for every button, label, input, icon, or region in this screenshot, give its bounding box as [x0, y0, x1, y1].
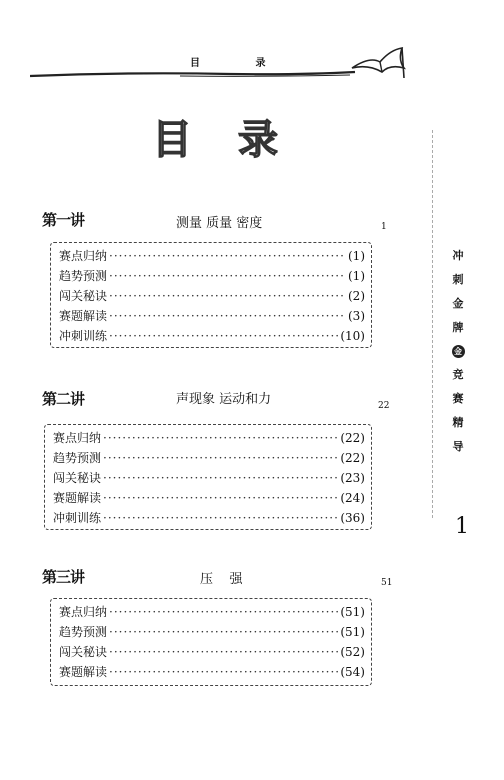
toc-entry-title: 趋势预测	[59, 625, 108, 639]
leader-dots	[103, 468, 338, 488]
chapter-2-toc-box	[44, 424, 372, 530]
toc-entry-title: 赛题解读	[59, 665, 108, 679]
chapter-1-title: 测量 质量 密度	[176, 216, 263, 231]
chapter-1-label: 第一讲	[42, 211, 85, 229]
toc-entry-title: 赛点归纳	[59, 249, 108, 263]
leader-dots	[103, 488, 338, 508]
toc-entry-title: 赛题解读	[59, 309, 108, 323]
leader-dots	[109, 326, 338, 346]
contents-title	[152, 118, 292, 162]
sidebar-char: 导	[452, 440, 464, 453]
toc-entry-title: 赛点归纳	[59, 605, 108, 619]
toc-entry-page: (1)	[348, 269, 365, 283]
chapter-2-label: 第二讲	[42, 390, 85, 408]
sidebar-char: 精	[452, 416, 464, 429]
sidebar-char: 金	[452, 297, 464, 310]
toc-entry-title: 趋势预测	[53, 451, 102, 465]
chapter-3-page: 51	[381, 578, 393, 588]
sidebar-badge: 金	[452, 345, 465, 358]
leader-dots	[109, 642, 338, 662]
toc-entry-title: 冲刺训练	[53, 511, 102, 525]
toc-entry-title: 冲刺训练	[59, 329, 108, 343]
toc-entry[interactable]	[59, 266, 365, 286]
toc-entry[interactable]	[59, 602, 365, 622]
chapter-3-title: 压 强	[200, 572, 243, 587]
toc-entry-title: 闯关秘诀	[59, 645, 108, 659]
sidebar-char: 刺	[452, 273, 464, 286]
leader-dots	[109, 246, 346, 266]
toc-entry-page: (1)	[348, 249, 365, 263]
toc-entry[interactable]	[59, 306, 365, 326]
toc-entry[interactable]	[53, 508, 365, 528]
toc-entry[interactable]	[53, 468, 365, 488]
sidebar-char: 竞	[452, 368, 464, 381]
toc-entry-page: (2)	[348, 289, 365, 303]
toc-entry-page: (36)	[340, 511, 365, 525]
leader-dots	[103, 508, 338, 528]
contents-title-char-1: 目	[152, 117, 192, 163]
chapter-2-title: 声现象 运动和力	[176, 392, 272, 407]
page-number: 1	[455, 514, 469, 539]
sidebar-char: 赛	[452, 392, 464, 405]
leader-dots	[109, 306, 346, 326]
toc-entry[interactable]	[53, 428, 365, 448]
toc-entry-page: (52)	[340, 645, 365, 659]
toc-entry-page: (54)	[340, 665, 365, 679]
toc-entry-page: (22)	[340, 451, 365, 465]
contents-title-char-2: 录	[238, 117, 278, 163]
toc-entry-title: 趋势预测	[59, 269, 108, 283]
chapter-3-toc-box	[50, 598, 372, 686]
chapter-1-toc-box	[50, 242, 372, 348]
leader-dots	[109, 622, 338, 642]
toc-entry-page: (22)	[340, 431, 365, 445]
toc-entry-title: 赛题解读	[53, 491, 102, 505]
chapter-3-label: 第三讲	[42, 568, 85, 586]
toc-entry[interactable]	[59, 622, 365, 642]
toc-entry[interactable]	[53, 488, 365, 508]
leader-dots	[109, 602, 338, 622]
sidebar-series-title	[448, 244, 468, 459]
toc-entry[interactable]	[53, 448, 365, 468]
sidebar-divider	[432, 130, 433, 518]
toc-entry-title: 赛点归纳	[53, 431, 102, 445]
toc-entry-page: (24)	[340, 491, 365, 505]
toc-entry-page: (51)	[340, 625, 365, 639]
running-header: 目 录	[190, 58, 292, 69]
chapter-1-page: 1	[381, 222, 387, 232]
toc-entry[interactable]	[59, 642, 365, 662]
sidebar-char: 冲	[452, 249, 464, 262]
flag-ornament-icon	[350, 46, 410, 80]
leader-dots	[103, 428, 338, 448]
toc-entry-title: 闯关秘诀	[53, 471, 102, 485]
toc-entry-page: (51)	[340, 605, 365, 619]
leader-dots	[109, 286, 346, 306]
toc-entry[interactable]	[59, 246, 365, 266]
chapter-2-page: 22	[378, 401, 390, 411]
toc-entry-title: 闯关秘诀	[59, 289, 108, 303]
leader-dots	[109, 662, 338, 682]
sidebar-char: 牌	[452, 321, 464, 334]
leader-dots	[103, 448, 338, 468]
toc-entry-page: (10)	[340, 329, 365, 343]
toc-entry[interactable]	[59, 662, 365, 682]
toc-entry[interactable]	[59, 326, 365, 346]
leader-dots	[109, 266, 346, 286]
toc-entry-page: (3)	[348, 309, 365, 323]
toc-entry[interactable]	[59, 286, 365, 306]
toc-entry-page: (23)	[340, 471, 365, 485]
